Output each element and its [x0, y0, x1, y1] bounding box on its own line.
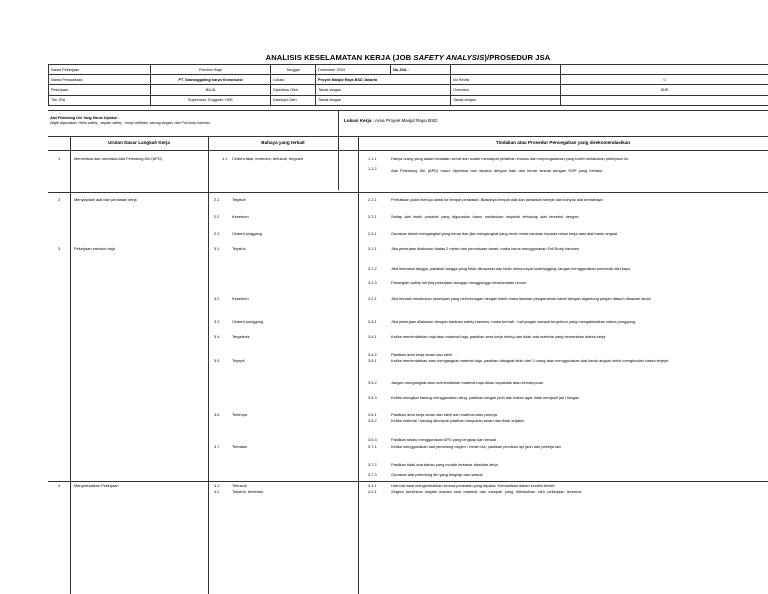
- action-number: 3.6.2: [368, 418, 377, 423]
- action-text: Gunakan teknik mengangkat yang benar dan jika mengangkat yang berat minta bantuan kepada rekan kerja atau alat bantu angkat: [391, 231, 618, 236]
- action-number: 3.5.2: [368, 380, 377, 385]
- action-text: Jika pekerjaan dilakukan diatas 2 meter dari permukaan tanah, maka harus menggunakan Full Body hardnes: [391, 246, 579, 251]
- hazard-text: Terjatuh: [232, 197, 246, 202]
- action-text: Alat Pelindung Diri (APD) harus diperiksa dan dipakai dengan baik dan benar sesuai dengan SOP yang berlaku.: [391, 168, 604, 173]
- info-table: [48, 64, 768, 106]
- blank-cell: [561, 65, 768, 75]
- action-text: Jika hendak melakukan pekerjaan yang berhubungan dengan listrik maka lakukan pengamanan kabel dengan digantung jangan ditaruh dibawah lantai: [391, 296, 651, 301]
- column-line: [70, 136, 71, 594]
- hazard-number: 3.2: [214, 296, 220, 301]
- value-no-revisi: 0: [561, 75, 768, 85]
- step-number: 3: [58, 246, 61, 251]
- page-title: [48, 52, 768, 64]
- step-text: Menyelesaikan Pekerjaan: [74, 483, 119, 488]
- action-text: Segera bersihkan segala macam sisa material dan sampah yang ditimbulkan oleh pekerjaan tersebut.: [391, 489, 582, 494]
- action-number: 1.1.1: [368, 156, 377, 161]
- hazard-text: Cedera fatal, terbentur, tertusuk, tergores: [232, 156, 304, 161]
- hazard-text: Terjatuh: [232, 246, 246, 251]
- step-text: Memeriksa dan memakai Alat Pelindung Diri (APD): [74, 156, 163, 161]
- divider: [48, 481, 768, 482]
- hazard-text: Terjatuh, terbentur: [232, 489, 264, 494]
- hazard-text: Kesetrum: [232, 296, 249, 301]
- label-pekerjaan: Pekerjaan: [49, 85, 151, 95]
- header-steps: Urutan Dasar Langkah Kerja: [108, 140, 170, 145]
- work-location: [344, 118, 437, 123]
- hazard-number: 3.4: [214, 334, 220, 339]
- label-nama-pekerjaan: Nama Pekerjaan: [49, 65, 151, 75]
- action-text-italic: safety net: [410, 280, 428, 285]
- action-number: 3.1.1: [368, 246, 377, 251]
- value-tanda-tangan-periksa: Tanda tangan: [316, 85, 451, 95]
- action-number: 4.2.1: [368, 489, 377, 494]
- action-number: 3.6.1: [368, 412, 377, 417]
- step-number: 4: [58, 483, 61, 488]
- action-text: Jika memakai tangga, pakailah tangga yang telah diinspeksi dan telah mempunyai kode/tagging Jangan menggunakan perancah dari kayu: [391, 266, 631, 271]
- action-number: 3.5.1: [368, 358, 377, 363]
- action-text: Gunakan alat pelindung diri yang lengkap dan sesuai: [391, 472, 483, 477]
- step-number: 2: [58, 197, 61, 202]
- info-row-1: [49, 65, 768, 75]
- divider: [48, 136, 768, 137]
- divider: [48, 192, 768, 193]
- header-actions: Tindakan atau Prosedur Pencegahan yang direkomendasikan: [495, 140, 631, 145]
- label-diperiksa-oleh: Diperiksa Oleh: [271, 85, 316, 95]
- action-text: Setiap alat listrik portable yang digunakan harus melakukan inspeksi terhadap alat tersebut dengan: [391, 214, 579, 219]
- title-tail: )/PROSEDUR JSA: [484, 53, 551, 62]
- blank-cell: [561, 95, 768, 105]
- action-text: Ketika mengikat barang menggunakan sling, pastikan tangan jauh dari ikatan agar tidak menjepit jari / tangan: [391, 395, 580, 400]
- hazard-number: 2.3: [214, 231, 220, 236]
- work-location-key: Lokasi Kerja: [344, 118, 372, 123]
- step-number: 1: [58, 156, 61, 161]
- label-no-revisi: No Revisi: [451, 75, 561, 85]
- hazard-text: Terbakar: [232, 444, 248, 449]
- action-number: 3.7.2: [368, 462, 377, 467]
- step-text: Menyiapkan alat dan peralatan kerja: [74, 197, 137, 202]
- hazard-number: 2.1: [214, 197, 220, 202]
- hazard-number: 3.3: [214, 319, 220, 324]
- value-no-jsa: [451, 65, 561, 75]
- action-text: Pastikan selalu menggunakan APD yang lengkap dan sesuai: [391, 437, 496, 442]
- action-number: 3.4.1: [368, 334, 377, 339]
- work-location-value: : Area Proyek Masjid Raya BSD: [371, 118, 438, 123]
- label-tim-jsa: Tim JSA: [49, 95, 151, 105]
- value-tim-jsa: Supervisor, Engginer, HSE: [151, 95, 271, 105]
- hazard-text: Cedera punggung: [232, 319, 264, 324]
- value-tanda-tangan-overview: Tanda tangan: [451, 95, 561, 105]
- value-nama-pekerjaan: Erection Baja: [151, 65, 271, 75]
- action-number: 3.2.1: [368, 296, 377, 301]
- action-text: Ketika material / barang ditumpuk pastikan tumpukan aman dan tidak terjatuh: [391, 418, 525, 423]
- action-text: Hanya orang yang dalam keadaan sehat dan sudah mendapat pelatihan khusus dan berpengalaman yang boleh melakukan pekerjaan ini.: [391, 156, 629, 161]
- action-number: 3.5.3: [368, 395, 377, 400]
- action-number: 2.1.1: [368, 197, 377, 202]
- hazard-text: Tertimpa: [232, 412, 247, 417]
- action-text: Jika pekerjaan dilakukan dengan bantuan safety harness, maka berhati - hati jangan sampai tergelincir yang mengakibatkan cidera punggung.: [391, 319, 637, 324]
- action-number: 3.6.3: [368, 437, 377, 442]
- hazard-number: 3.1: [214, 246, 220, 251]
- action-text: Ketika memindahkan atau mengangkat material baja, pastikan diangkat lebih dari 2 orang atau menggunakan alat bantu angkat untuk menghindari cidera terjepit: [391, 358, 669, 363]
- action-text: Pastikan area kerja aman dan steril .: [391, 352, 455, 357]
- divider: [48, 150, 768, 151]
- hazard-number: 1.1: [222, 156, 228, 161]
- label-tanggal: Tanggal: [271, 65, 316, 75]
- hazard-number: 3.7: [214, 444, 220, 449]
- hazard-number: 3.5: [214, 358, 220, 363]
- header-hazards: Bahaya yang terkait: [261, 140, 305, 145]
- action-text-part: Pasanglah: [391, 280, 411, 285]
- action-number: 3.3.1: [368, 319, 377, 324]
- hazard-text: Kesetrum: [232, 214, 249, 219]
- action-text-part: jika pekerjaan diangap mengganggu keselamatan umum.: [427, 280, 528, 285]
- hazard-number: 4.2: [214, 489, 220, 494]
- action-text: Pastikan area kerja aman dan steril dari material atau pekerja: [391, 412, 497, 417]
- label-nama-perusahaan: Nama Perusahaan: [49, 75, 151, 85]
- action-number: 1.1.2: [368, 166, 377, 171]
- title-main: ANALISIS KESELAMATAN KERJA (JOB: [265, 53, 414, 62]
- divider: [48, 110, 768, 111]
- value-tanggal: Desember 2024: [316, 65, 391, 75]
- value-overview: SHE: [561, 85, 768, 95]
- label-lokasi: Lokasi :: [271, 75, 316, 85]
- label-overview: Overview: [451, 85, 561, 95]
- value-lokasi: Proyek Masjid Raya BSD Jakarta: [316, 75, 451, 85]
- action-number: 3.7.3: [368, 472, 377, 477]
- column-line: [358, 136, 359, 594]
- hazard-text: Tertusuk: [232, 483, 247, 488]
- action-text: Ketika memindahkan baja atau material baja, pastikan area kerja kering dan tidak ada material yang berserakan diarea kerja: [391, 334, 606, 339]
- label-no-jsa: No JSA :: [391, 65, 451, 75]
- hazard-text: Cedera pinggang: [232, 231, 262, 236]
- action-text: Pastikan tidak ada bahan yang mudah terbakar disekitar kerja: [391, 462, 498, 467]
- info-row-4: [49, 95, 768, 105]
- action-text: Jangan mengangkat atau memindahkan material baja diluar kapasitas atau kemampuan.: [391, 380, 545, 385]
- action-number: 3.1.2: [368, 266, 377, 271]
- hazard-number: 3.6: [214, 412, 220, 417]
- action-number: 2.3.1: [368, 231, 377, 236]
- action-number: 3.7.1: [368, 444, 377, 449]
- hazard-number: 4.1: [214, 483, 220, 488]
- jsa-sheet: [48, 52, 768, 594]
- action-text: Hati-hati saat mengembalikan semua peralatan yang dipakai. Kembalikan dalam kondisi bersih.: [391, 483, 556, 488]
- value-nama-perusahaan: PT. Sawunggaling karya Konstruksi: [151, 75, 271, 85]
- hazard-text: Tergelincir: [232, 334, 250, 339]
- action-number: 3.4.2: [368, 352, 377, 357]
- apd-description: Wajib digunakan: Helm safety , sepatu safety , rompi reflektor, sarung tangan, dan Full body harness.: [50, 121, 211, 125]
- action-text: [391, 280, 527, 285]
- info-row-3: [49, 85, 768, 95]
- action-number: 2.2.1: [368, 214, 377, 219]
- action-text: Perhatikan jalan menuju lantai ke tempat peralatan. Biasanya tempat alat dan peralatan sempit dan banyak alat berbahaya: [391, 197, 603, 202]
- title-italic: SAFETY ANALYSIS: [413, 53, 485, 62]
- action-number: 3.1.3: [368, 280, 377, 285]
- apd-title: Alat Pelindung Diri Yang Harus Dipakai :: [50, 116, 119, 120]
- hazard-text: Terjepit: [232, 358, 245, 363]
- info-row-2: [49, 75, 768, 85]
- column-line: [208, 136, 209, 594]
- step-text: Pekerjaan erection baja: [74, 246, 115, 251]
- value-tanda-tangan-setuju: Tanda tangan: [316, 95, 451, 105]
- hazard-number: 2.2: [214, 214, 220, 219]
- action-number: 4.1.1: [368, 483, 377, 488]
- value-pekerjaan: BAJA: [151, 85, 271, 95]
- label-disetujui-oleh: Disetujui Oleh: [271, 95, 316, 105]
- action-text: Ketika menggunakan alat pemotong oxigen / mesin las, pastikan percikan api jauh dari pekerja lain: [391, 444, 562, 449]
